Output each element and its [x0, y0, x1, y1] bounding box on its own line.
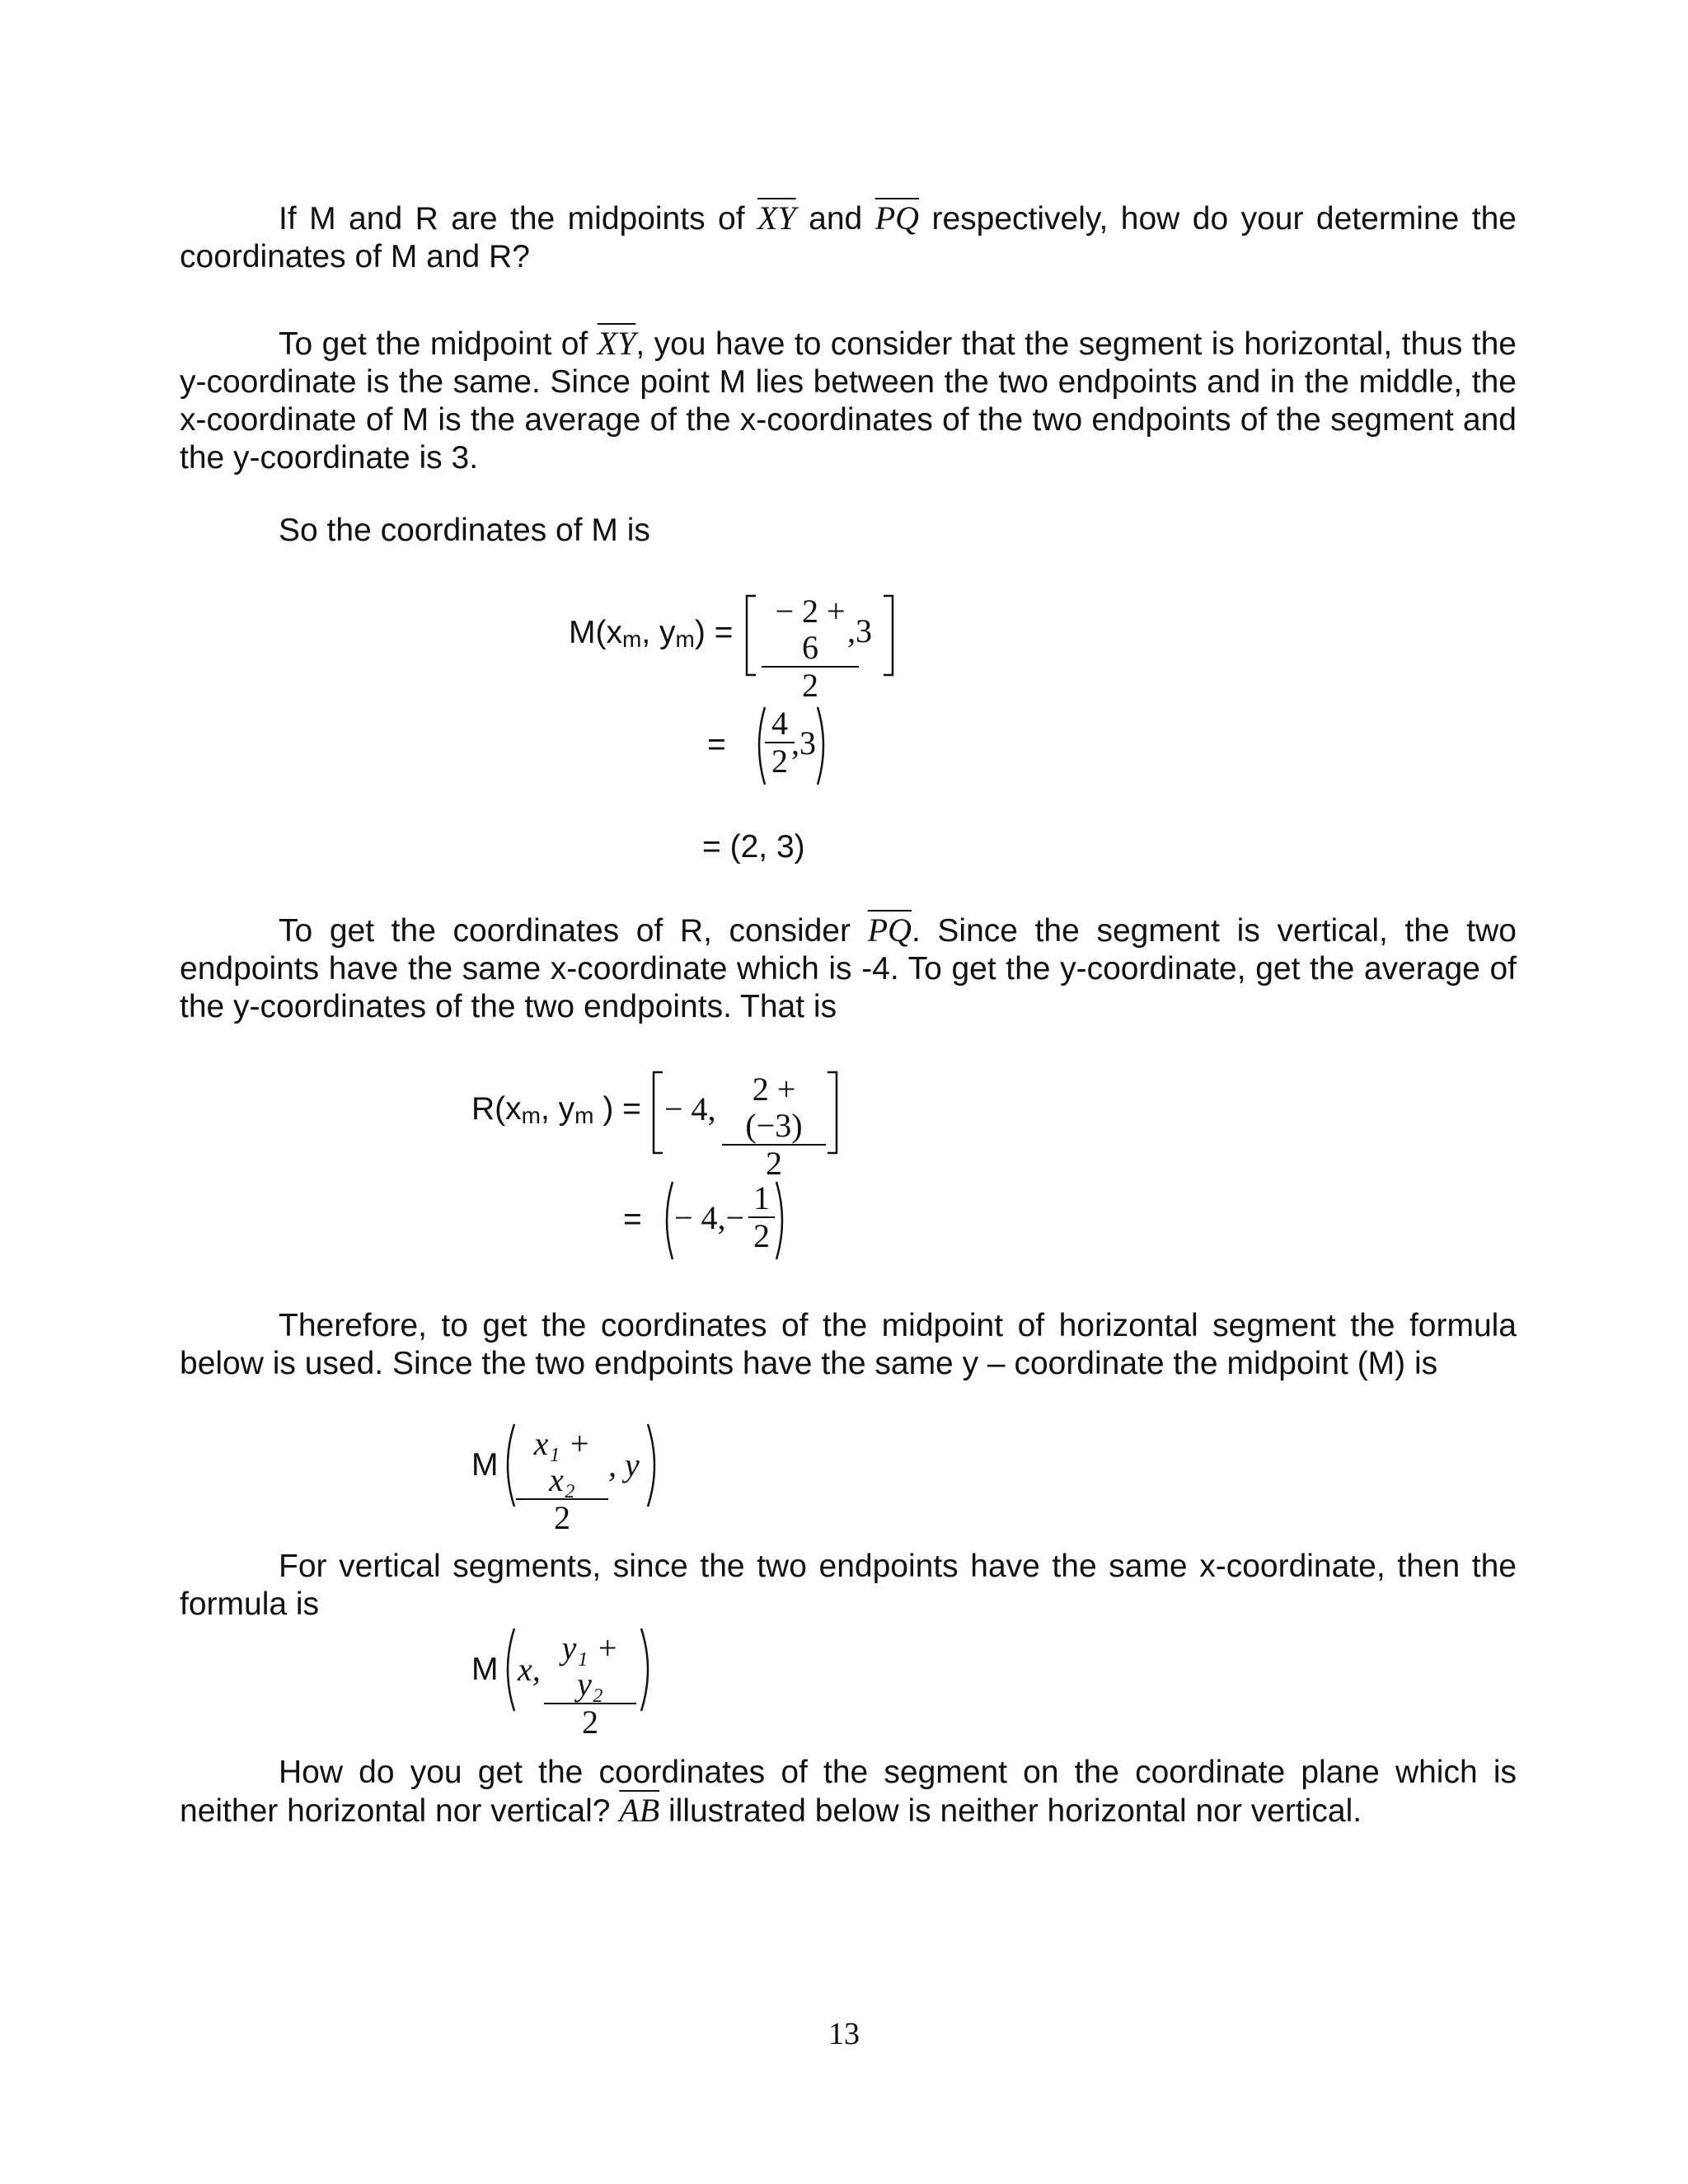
left-paren	[499, 1422, 516, 1508]
formula-tail: , y	[608, 1446, 640, 1483]
paragraph-midpoint-vertical	[180, 912, 1517, 1026]
left-paren	[659, 1180, 674, 1261]
paragraph-horizontal-formula	[180, 1307, 1517, 1383]
right-paren	[816, 705, 831, 786]
text: . Since the segment is vertical, the two endpoints have the same x-coordinate which is -4. To get the y-coordinate, get the average of the y-coordinates of the two endpoints. That is	[180, 913, 1517, 1024]
equation-m-label: $M(x_m$, $y_m$) =	[569, 615, 734, 652]
right-paren	[775, 1180, 790, 1261]
paragraph-coordinates-intro	[180, 512, 1517, 550]
text: If M and R are the midpoints of	[279, 201, 758, 237]
text: and	[795, 201, 875, 237]
right-paren	[640, 1627, 656, 1713]
right-bracket	[826, 1071, 839, 1154]
segment-ab: $\overline{AB}$	[619, 1792, 660, 1829]
fraction-formula-vertical: y₁ + y₂ 2	[544, 1630, 636, 1741]
result-m: = (2, 3)	[702, 829, 805, 865]
text: illustrated below is neither horizontal nor vertical.	[659, 1793, 1362, 1829]
formula-lead: x,	[518, 1651, 541, 1688]
segment-xy: $\overline{XY}$	[757, 199, 796, 237]
fraction-r1: 2 + (−3) 2	[722, 1071, 826, 1182]
equation-r-label: $R(x_m$, $y_m$ ) =	[471, 1091, 641, 1128]
fraction-r2: 1 2	[748, 1180, 775, 1254]
segment-xy: $\overline{XY}$	[597, 325, 636, 362]
right-bracket	[882, 595, 895, 676]
left-bracket	[651, 1071, 664, 1154]
equals-sign: =	[623, 1202, 642, 1237]
fraction-m2: 4 2	[765, 705, 795, 780]
text: To get the coordinates of R, consider	[279, 913, 868, 949]
left-paren	[499, 1627, 516, 1713]
text: To get the midpoint of	[279, 326, 598, 362]
fraction-formula-horizontal: x₁ + x₂ 2	[516, 1426, 608, 1536]
paragraph-oblique-question	[180, 1754, 1517, 1830]
page-number: 13	[828, 2017, 860, 2051]
equals-sign: =	[707, 727, 726, 762]
formula-m-label: M	[471, 1447, 499, 1483]
formula-m-label: M	[471, 1652, 499, 1687]
fraction-lead: − 4,−	[674, 1199, 745, 1236]
text: How do you get the coordinates of the segment on the coordinate plane which is neither horizontal nor vertical?	[180, 1755, 1517, 1829]
fraction-tail: ,3	[847, 612, 872, 649]
text: , you have to consider that the segment is horizontal, thus the y-coordinate is the same. Since point M lies between the two endpoints and in the middle, the x-coordinate of M is the average of the x-coordinates of the two endpoints of the segment and the y-coordinate is 3.	[180, 326, 1517, 476]
paragraph-question	[180, 199, 1517, 276]
left-bracket	[744, 595, 757, 676]
paragraph-vertical-formula	[180, 1548, 1517, 1624]
segment-pq: $\overline{PQ}$	[874, 199, 920, 237]
paragraph-midpoint-horizontal	[180, 325, 1517, 477]
fraction-m1: − 2 + 6 2	[762, 593, 859, 704]
right-paren	[646, 1422, 663, 1508]
text: For vertical segments, since the two endpoints have the same x-coordinate, then the formula is	[180, 1549, 1517, 1622]
fraction-tail: ,3	[791, 724, 816, 762]
text: respectively, how do your determine the coordinates of M and R?	[180, 201, 1517, 274]
text: So the coordinates of M is	[279, 513, 650, 548]
segment-pq: $\overline{PQ}$	[867, 912, 912, 949]
fraction-lead: − 4,	[664, 1090, 716, 1127]
text: Therefore, to get the coordinates of the midpoint of horizontal segment the formula below is used. Since the two endpoints have the same y – coordinate the midpoint (M) is	[180, 1308, 1517, 1381]
